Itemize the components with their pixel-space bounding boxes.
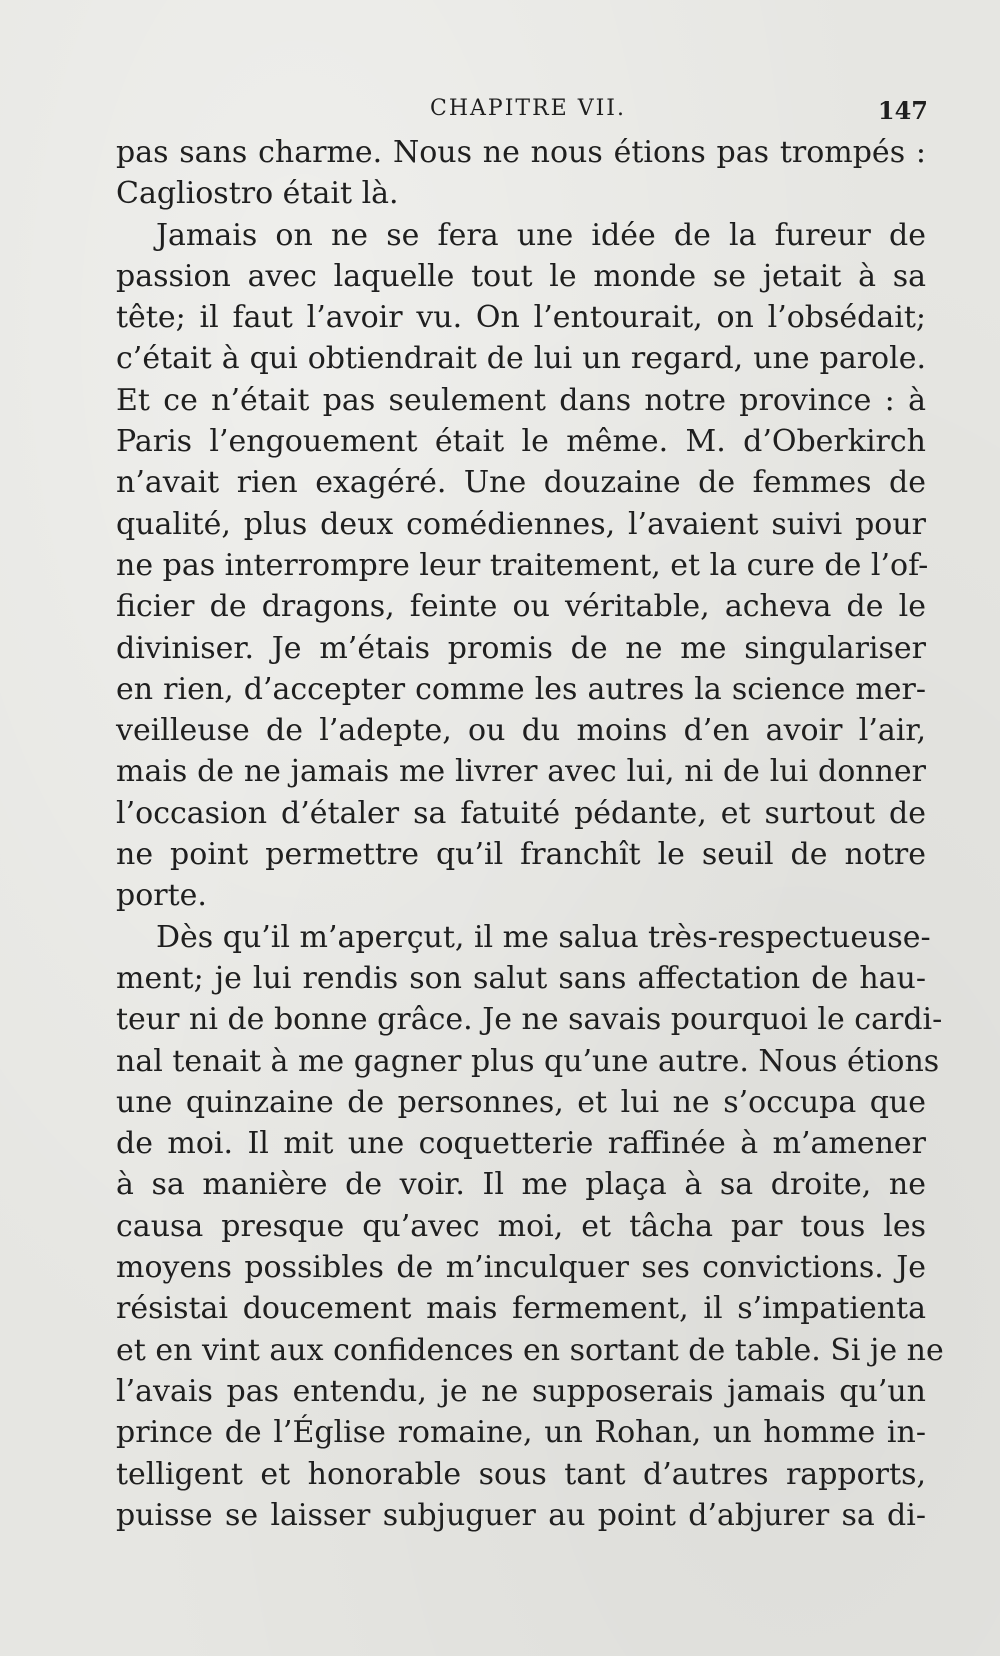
page-number: 147 — [877, 96, 928, 125]
text-line: moyens possibles de m’inculquer ses convictions. Je — [116, 1250, 926, 1286]
text-line: Et ce n’était pas seulement dans notre province : à — [116, 382, 926, 418]
text-line: et en vint aux confidences en sortant de table. Si je ne — [116, 1332, 944, 1368]
text-line: nal tenait à me gagner plus qu’une autre. Nous étions — [116, 1043, 940, 1079]
text-line: une quinzaine de personnes, et lui ne s’occupa que — [116, 1084, 926, 1120]
text-line: ne pas interrompre leur traitement, et la cure de l’of- — [116, 547, 929, 583]
text-line: Paris l’engouement était le même. M. d’Oberkirch — [116, 424, 926, 460]
text-line: veilleuse de l’adepte, ou du moins d’en avoir l’air, — [116, 713, 926, 749]
text-line: passion avec laquelle tout le monde se jetait à sa — [116, 258, 926, 294]
text-line: l’avais pas entendu, je ne supposerais jamais qu’un — [116, 1373, 926, 1409]
text-line: puisse se laisser subjuguer au point d’abjurer sa di- — [116, 1497, 926, 1533]
text-line: porte. — [116, 878, 207, 914]
text-line: diviniser. Je m’étais promis de ne me singulariser — [116, 630, 926, 666]
text-line: c’était à qui obtiendrait de lui un regard, une parole. — [116, 341, 926, 377]
text-line: en rien, d’accepter comme les autres la science mer- — [116, 671, 926, 707]
text-line: l’occasion d’étaler sa fatuité pédante, et surtout de — [116, 795, 926, 831]
text-line: Jamais on ne se fera une idée de la fureur de — [156, 217, 926, 253]
text-line: de moi. Il mit une coquetterie raffinée à m’amener — [116, 1126, 926, 1162]
text-line: Cagliostro était là. — [116, 176, 399, 212]
text-line: résistai doucement mais fermement, il s’impatienta — [116, 1291, 926, 1327]
text-line: teur ni de bonne grâce. Je ne savais pourquoi le cardi- — [116, 1002, 943, 1038]
text-line: ficier de dragons, feinte ou véritable, acheva de le — [116, 589, 926, 625]
body-text — [116, 132, 944, 1536]
text-line: Dès qu’il m’aperçut, il me salua très-respectueuse- — [156, 919, 931, 955]
text-line: pas sans charme. Nous ne nous étions pas trompés : — [116, 135, 926, 170]
text-line: prince de l’Église romaine, un Rohan, un homme in- — [116, 1415, 926, 1451]
text-line: causa presque qu’avec moi, et tâcha par tous les — [116, 1208, 926, 1244]
text-line: ment; je lui rendis son salut sans affectation de hau- — [116, 960, 926, 996]
text-line: à sa manière de voir. Il me plaça à sa droite, ne — [116, 1167, 926, 1203]
text-line: ne point permettre qu’il franchît le seuil de notre — [116, 837, 926, 873]
running-head: CHAPITRE VII. — [430, 96, 626, 121]
text-line: tête; il faut l’avoir vu. On l’entourait, on l’obsédait; — [116, 300, 926, 336]
text-line: n’avait rien exagéré. Une douzaine de femmes de — [116, 465, 926, 501]
page-header — [128, 92, 928, 132]
text-line: telligent et honorable sous tant d’autres rapports, — [116, 1456, 926, 1492]
text-line: qualité, plus deux comédiennes, l’avaient suivi pour — [116, 506, 926, 542]
text-line: mais de ne jamais me livrer avec lui, ni de lui donner — [116, 754, 926, 790]
